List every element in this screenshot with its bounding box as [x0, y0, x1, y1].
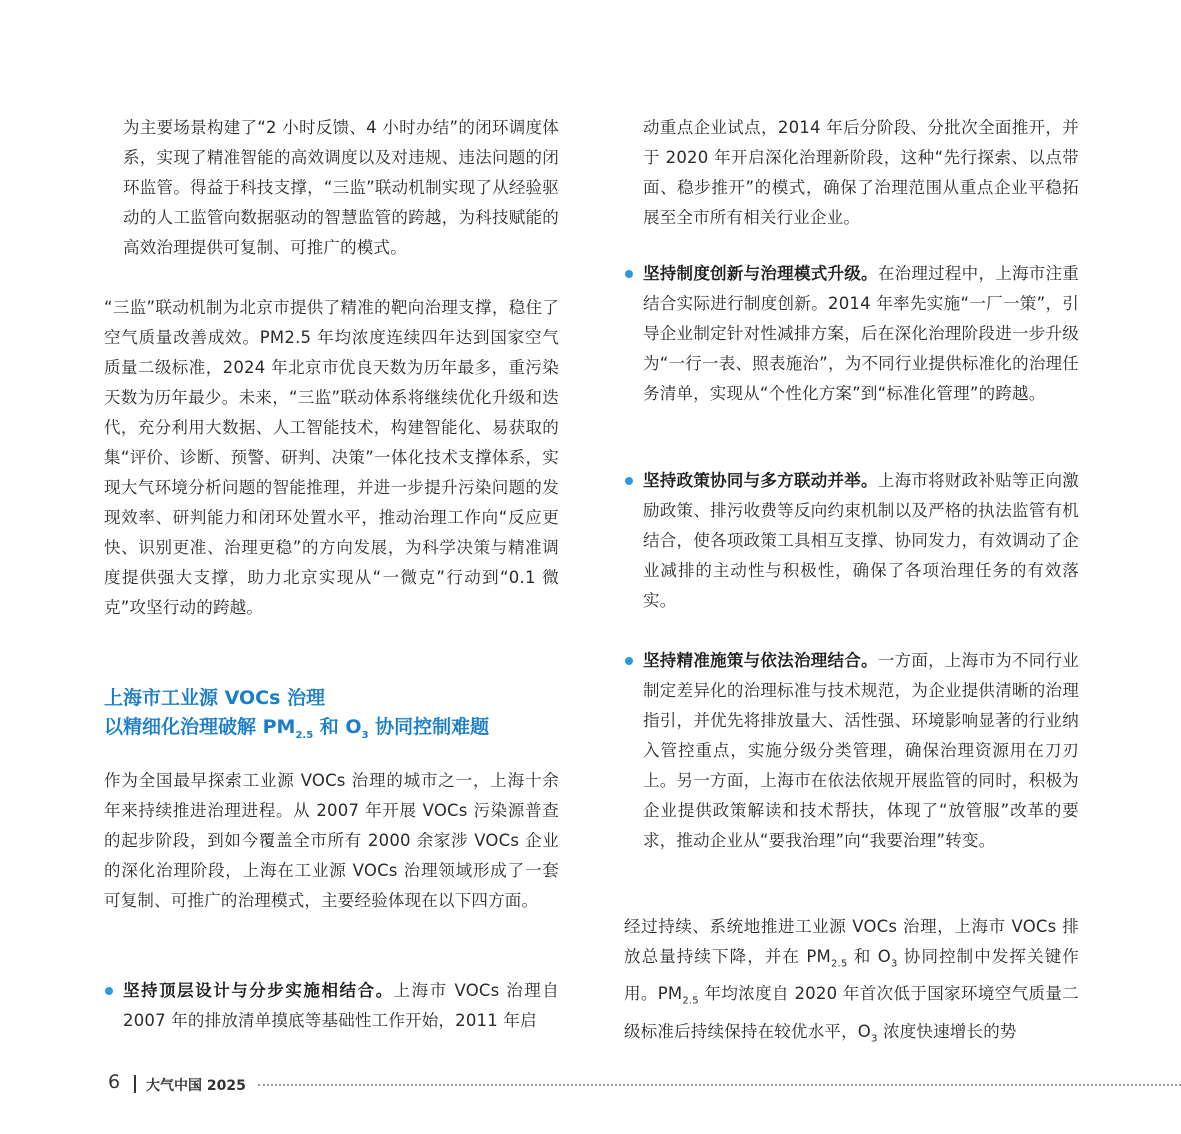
bullet-title: 坚持制度创新与治理模式升级。: [643, 264, 878, 283]
bullet-title: 坚持政策协同与多方联动并举。: [643, 471, 878, 490]
footer-dotted-rule: [258, 1084, 1181, 1086]
paragraph-continued: 动重点企业试点，2014 年后分阶段、分批次全面推开，并于 2020 年开启深化治理新阶段，这种“先行探索、以点带面、稳步推开”的模式，确保了治理范围从重点企业平稳拓展至全市所有相关行业企业。: [643, 118, 1079, 227]
bullet-dot-icon: [625, 477, 633, 485]
publication-title: 大气中国 2025: [146, 1078, 246, 1094]
bullet-dot-icon: [105, 987, 113, 995]
section-heading: [104, 684, 559, 750]
bullet-text: 上海市将财政补贴等正向激励政策、排污收费等反向约束机制以及严格的执法监管有机结合，使各项政策工具相互支撑、协同发力，有效调动了企业减排的主动性与积极性，确保了各项治理任务的有效落实。: [643, 471, 1079, 610]
paragraph-beijing-outcome: “三监”联动机制为北京市提供了精准的靶向治理支撑，稳住了空气质量改善成效。PM2.5 年均浓度连续四年达到国家空气质量二级标准，2024 年北京市优良天数为历年最多，重污染天数为历年最少。未来，“三监”联动体系将继续优化升级和迭代，充分利用大数据、人工智能技术，构建智能化、易获取的集“评价、诊断、预警、研判、决策”一体化技术支撑体系，实现大气环境分析问题的智能推理，并进一步提升污染问题的发现效率、研判能力和闭环处置水平，推动治理工作向“反应更快、识别更准、治理更稳”的方向发展，为科学决策与精准调度提供强大支撑，助力北京实现从“一微克”行动到“0.1 微克”攻坚行动的跨越。: [104, 298, 559, 617]
bullet-item-4: [624, 646, 1079, 856]
page-number: 6: [108, 1071, 121, 1093]
bullet-item-2: [624, 259, 1079, 409]
bullet-title: 坚持顶层设计与分步实施相结合。: [123, 981, 394, 1000]
page-footer: [108, 1071, 1181, 1097]
bullet-text: 上海市 VOCs 治理自 2007 年的排放清单摸底等基础性工作开始，2011 年启: [123, 981, 560, 1030]
bullet-item-1: [104, 976, 559, 1036]
bullet-dot-icon: [625, 657, 633, 665]
bullet-title: 坚持精准施策与依法治理结合。: [643, 651, 878, 670]
heading-line-1: 上海市工业源 VOCs 治理: [104, 687, 326, 709]
bullet-text: 一方面，上海市为不同行业制定差异化的治理标准与技术规范，为企业提供清晰的治理指引，并优先将排放量大、活性强、环境影响显著的行业纳入管控重点，实施分级分类管理，确保治理资源用在刀刃上。另一方面，上海市在依法依规开展监管的同时，积极为企业提供政策解读和技术帮扶，体现了“放管服”改革的要求，推动企业从“要我治理”向“我要治理”转变。: [643, 651, 1079, 850]
paragraph-closed-loop: 为主要场景构建了“2 小时反馈、4 小时办结”的闭环调度体系，实现了精准智能的高效调度以及对违规、违法问题的闭环监管。得益于科技支撑，“三监”联动机制实现了从经验驱动的人工监管向数据驱动的智慧监管的跨越，为科技赋能的高效治理提供可复制、可推广的模式。: [123, 118, 559, 257]
paragraph-shanghai-intro: 作为全国最早探索工业源 VOCs 治理的城市之一，上海十余年来持续推进治理进程。从 2007 年开展 VOCs 污染源普查的起步阶段，到如今覆盖全市所有 2000 余家涉 VOCs 企业的深化治理阶段，上海在工业源 VOCs 治理领域形成了一套可复制、可推广的治理模式，主要经验体现在以下四方面。: [104, 771, 559, 910]
bullet-item-3: [624, 466, 1079, 616]
paragraph-results: 经过持续、系统地推进工业源 VOCs 治理，上海市 VOCs 排放总量持续下降，并在 $PM_{2.5}$ 和 $O_3$ 协同控制中发挥关键作用。$PM_{2.5}$ 年均浓度自 2020 年首次低于国家环境空气质量二级标准后持续保持在较优水平，$O_3$ 浓度快速增长的势: [624, 917, 1079, 1044]
footer-separator: [134, 1075, 136, 1093]
heading-line-2: 以精细化治理破解 $PM_{2.5}$ 和 $O_3$ 协同控制难题: [104, 716, 490, 741]
bullet-text: 在治理过程中，上海市注重结合实际进行制度创新。2014 年率先实施“一厂一策”，引导企业制定针对性减排方案，后在深化治理阶段进一步升级为“一行一表、照表施治”，为不同行业提供标准化的治理任务清单，实现从“个性化方案”到“标准化管理”的跨越。: [643, 264, 1079, 403]
bullet-dot-icon: [625, 270, 633, 278]
